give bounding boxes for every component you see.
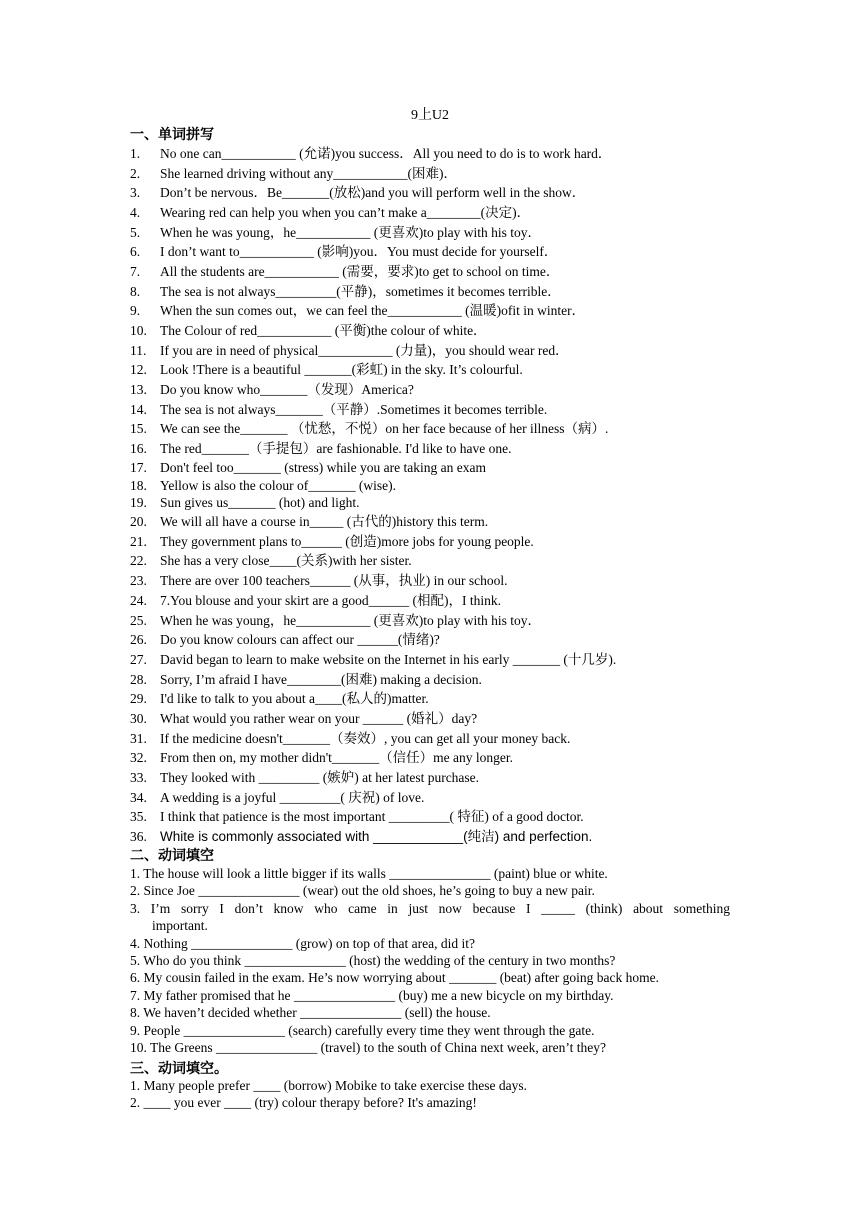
- question-text: Don't feel too_______ (stress) while you are taking an exam: [160, 459, 486, 475]
- question-text: She learned driving without any___________(困难)．: [160, 165, 457, 181]
- question-number: 18.: [130, 477, 147, 493]
- question-text: 2. ____ you ever ____ (try) colour therapy before? It's amazing!: [130, 1095, 477, 1111]
- question-item: [130, 630, 740, 650]
- question-number: 34.: [130, 789, 147, 805]
- question-item: [130, 1039, 730, 1056]
- question-number: 32.: [130, 750, 147, 766]
- question-text: The sea is not always_________(平静)，sometimes it becomes terrible．: [160, 283, 561, 299]
- question-text: When he was young，he___________ (更喜欢)to play with his toy．: [160, 224, 541, 240]
- question-item: [130, 477, 740, 495]
- question-item: [130, 768, 740, 788]
- question-text: The sea is not always_______（平静）.Sometimes it becomes terrible.: [160, 401, 548, 417]
- question-text: 3. I’m sorry I don’t know who came in just now because I _____ (think) about something: [130, 900, 730, 916]
- question-number: 25.: [130, 612, 147, 628]
- question-number: 17.: [130, 459, 147, 475]
- question-number: 16.: [130, 441, 147, 457]
- question-text: 5. Who do you think _______________ (host) the wedding of the century in two months?: [130, 953, 616, 969]
- question-text: Don’t be nervous．Be_______(放松)and you will perform well in the show．: [160, 185, 586, 201]
- question-item: [130, 611, 740, 631]
- question-text: We can see the_______ （忧愁，不悦）on her face because of her illness（病）.: [160, 421, 609, 437]
- question-text: Sun gives us_______ (hot) and light.: [160, 495, 360, 511]
- question-item: [130, 748, 740, 768]
- section-3-heading: 三、动词填空。: [130, 1061, 228, 1077]
- question-number: 31.: [130, 730, 147, 746]
- section-2-list: [130, 865, 730, 1056]
- question-text: What would you rather wear on your ______ (婚礼）day?: [160, 710, 478, 726]
- question-number: 22.: [130, 553, 147, 569]
- question-item: [130, 341, 740, 361]
- question-item: [130, 164, 740, 184]
- question-number: 12.: [130, 362, 147, 378]
- question-item: [130, 729, 740, 749]
- question-text: All the students are___________ (需要，要求)to get to school on time．: [160, 264, 560, 280]
- question-number: 13.: [130, 382, 147, 398]
- question-item: [130, 183, 740, 203]
- question-item: [130, 380, 740, 400]
- question-text: 6. My cousin failed in the exam. He’s now worrying about _______ (beat) after going back home.: [130, 970, 659, 986]
- question-number: 3.: [130, 185, 141, 201]
- question-item: [130, 827, 740, 847]
- question-text: Look !There is a beautiful _______(彩虹) in the sky. It’s colourful.: [160, 362, 523, 378]
- question-text: 8. We haven’t decided whether _______________ (sell) the house.: [130, 1005, 491, 1021]
- question-text: There are over 100 teachers______ (从事，执业) in our school.: [160, 573, 508, 589]
- question-item: [130, 223, 740, 243]
- question-number: 9.: [130, 303, 141, 319]
- question-number: 20.: [130, 514, 147, 530]
- question-number: 36.: [130, 828, 147, 844]
- question-item: [130, 262, 740, 282]
- question-item: [130, 969, 730, 986]
- question-item: [130, 144, 740, 164]
- question-item: [130, 865, 730, 882]
- question-text: If the medicine doesn't_______（奏效）, you can get all your money back.: [160, 730, 571, 746]
- section-1-heading: 一、单词拼写: [130, 127, 214, 143]
- question-number: 14.: [130, 401, 147, 417]
- question-item: [130, 650, 740, 670]
- question-item: [130, 494, 740, 512]
- question-item: [130, 360, 740, 380]
- question-number: 5.: [130, 224, 141, 240]
- question-text: If you are in need of physical___________ (力量)，you should wear red．: [160, 342, 569, 358]
- question-item: [130, 882, 730, 899]
- question-number: 1.: [130, 146, 141, 161]
- question-item: [130, 689, 740, 709]
- question-text: Do you know who_______（发现）America?: [160, 382, 414, 398]
- question-number: 29.: [130, 691, 147, 707]
- question-item: [130, 935, 730, 952]
- question-text-continued: important.: [152, 918, 208, 934]
- question-text: 7.You blouse and your skirt are a good______ (相配)，I think.: [160, 592, 501, 608]
- question-text: No one can___________ (允诺)you success．All you need to do is to work hard．: [160, 146, 612, 161]
- question-text: A wedding is a joyful _________( 庆祝) of love.: [160, 789, 425, 805]
- question-item: [130, 987, 730, 1004]
- question-text: Wearing red can help you when you can’t make a________(决定)．: [160, 205, 531, 221]
- question-item: [130, 1094, 730, 1111]
- question-text: When the sun comes out，we can feel the___________ (温暖)ofit in winter．: [160, 303, 586, 319]
- question-number: 26.: [130, 632, 147, 648]
- question-text: 4. Nothing _______________ (grow) on top of that area, did it?: [130, 935, 475, 951]
- question-number: 6.: [130, 244, 141, 260]
- question-number: 33.: [130, 769, 147, 785]
- question-text: 2. Since Joe _______________ (wear) out the old shoes, he’s going to buy a new pair.: [130, 883, 595, 899]
- question-text: 10. The Greens _______________ (travel) to the south of China next week, aren’t they?: [130, 1040, 607, 1056]
- question-text: We will all have a course in_____ (古代的)history this term.: [160, 514, 489, 530]
- question-item: [130, 788, 740, 808]
- question-number: 24.: [130, 592, 147, 608]
- question-item: [130, 1077, 730, 1094]
- question-text: I'd like to talk to you about a____(私人的)matter.: [160, 691, 429, 707]
- question-number: 10.: [130, 323, 147, 339]
- question-item: [130, 242, 740, 262]
- question-number: 30.: [130, 710, 147, 726]
- question-text: I think that patience is the most important _________( 特征) of a good doctor.: [160, 809, 584, 825]
- question-text: 1. Many people prefer ____ (borrow) Mobike to take exercise these days.: [130, 1078, 527, 1093]
- question-item: [130, 532, 740, 552]
- question-item: [130, 1004, 730, 1021]
- question-item: [130, 203, 740, 223]
- question-text: 1. The house will look a little bigger if its walls _______________ (paint) blue or white.: [130, 866, 608, 881]
- question-number: 7.: [130, 264, 141, 280]
- document-title: 9上U2: [410, 108, 450, 123]
- question-number: 35.: [130, 809, 147, 825]
- question-item: [130, 571, 740, 591]
- question-text: White is commonly associated with ____________(纯洁) and perfection.: [160, 828, 593, 844]
- question-number: 21.: [130, 533, 147, 549]
- question-text: When he was young，he___________ (更喜欢)to play with his toy．: [160, 612, 541, 628]
- question-text: Do you know colours can affect our ______(情绪)?: [160, 632, 440, 648]
- question-item: [130, 952, 730, 969]
- question-number: 2.: [130, 165, 141, 181]
- question-text: The red_______（手提包）are fashionable. I'd like to have one.: [160, 441, 512, 457]
- question-text: They looked with _________ (嫉妒) at her latest purchase.: [160, 769, 480, 785]
- question-text: The Colour of red___________ (平衡)the colour of white．: [160, 323, 487, 339]
- question-number: 28.: [130, 671, 147, 687]
- question-number: 8.: [130, 283, 141, 299]
- question-item: [130, 321, 740, 341]
- question-item: [130, 512, 740, 532]
- question-text: From then on, my mother didn't_______（信任）me any longer.: [160, 750, 514, 766]
- question-text: They government plans to______ (创造)more jobs for young people.: [160, 533, 534, 549]
- question-item: [130, 301, 740, 321]
- question-item: [130, 1022, 730, 1039]
- section-1-list: [130, 144, 740, 847]
- question-number: 23.: [130, 573, 147, 589]
- question-item: [130, 591, 740, 611]
- question-item: [130, 670, 740, 690]
- question-text: She has a very close____(关系)with her sister.: [160, 553, 412, 569]
- question-item: [130, 709, 740, 729]
- question-text: David began to learn to make website on the Internet in his early _______ (十几岁).: [160, 651, 617, 667]
- question-item: [130, 900, 730, 935]
- section-2-heading: 二、动词填空: [130, 848, 214, 864]
- question-number: 27.: [130, 651, 147, 667]
- question-item: [130, 551, 740, 571]
- question-text: I don’t want to___________ (影响)you．You must decide for yourself．: [160, 244, 558, 260]
- question-number: 11.: [130, 342, 147, 358]
- question-number: 4.: [130, 205, 141, 221]
- question-item: [130, 282, 740, 302]
- question-text: 9. People _______________ (search) carefully every time they went through the gate.: [130, 1022, 595, 1038]
- question-number: 15.: [130, 421, 147, 437]
- question-item: [130, 419, 740, 439]
- question-text: 7. My father promised that he _______________ (buy) me a new bicycle on my birthday.: [130, 987, 614, 1003]
- section-3-list: [130, 1077, 730, 1112]
- question-item: [130, 807, 740, 827]
- question-item: [130, 459, 740, 477]
- question-item: [130, 400, 740, 420]
- question-text: Sorry, I’m afraid I have________(困难) making a decision.: [160, 671, 482, 687]
- question-text: Yellow is also the colour of_______ (wise).: [160, 477, 396, 493]
- question-item: [130, 439, 740, 459]
- question-number: 19.: [130, 495, 147, 511]
